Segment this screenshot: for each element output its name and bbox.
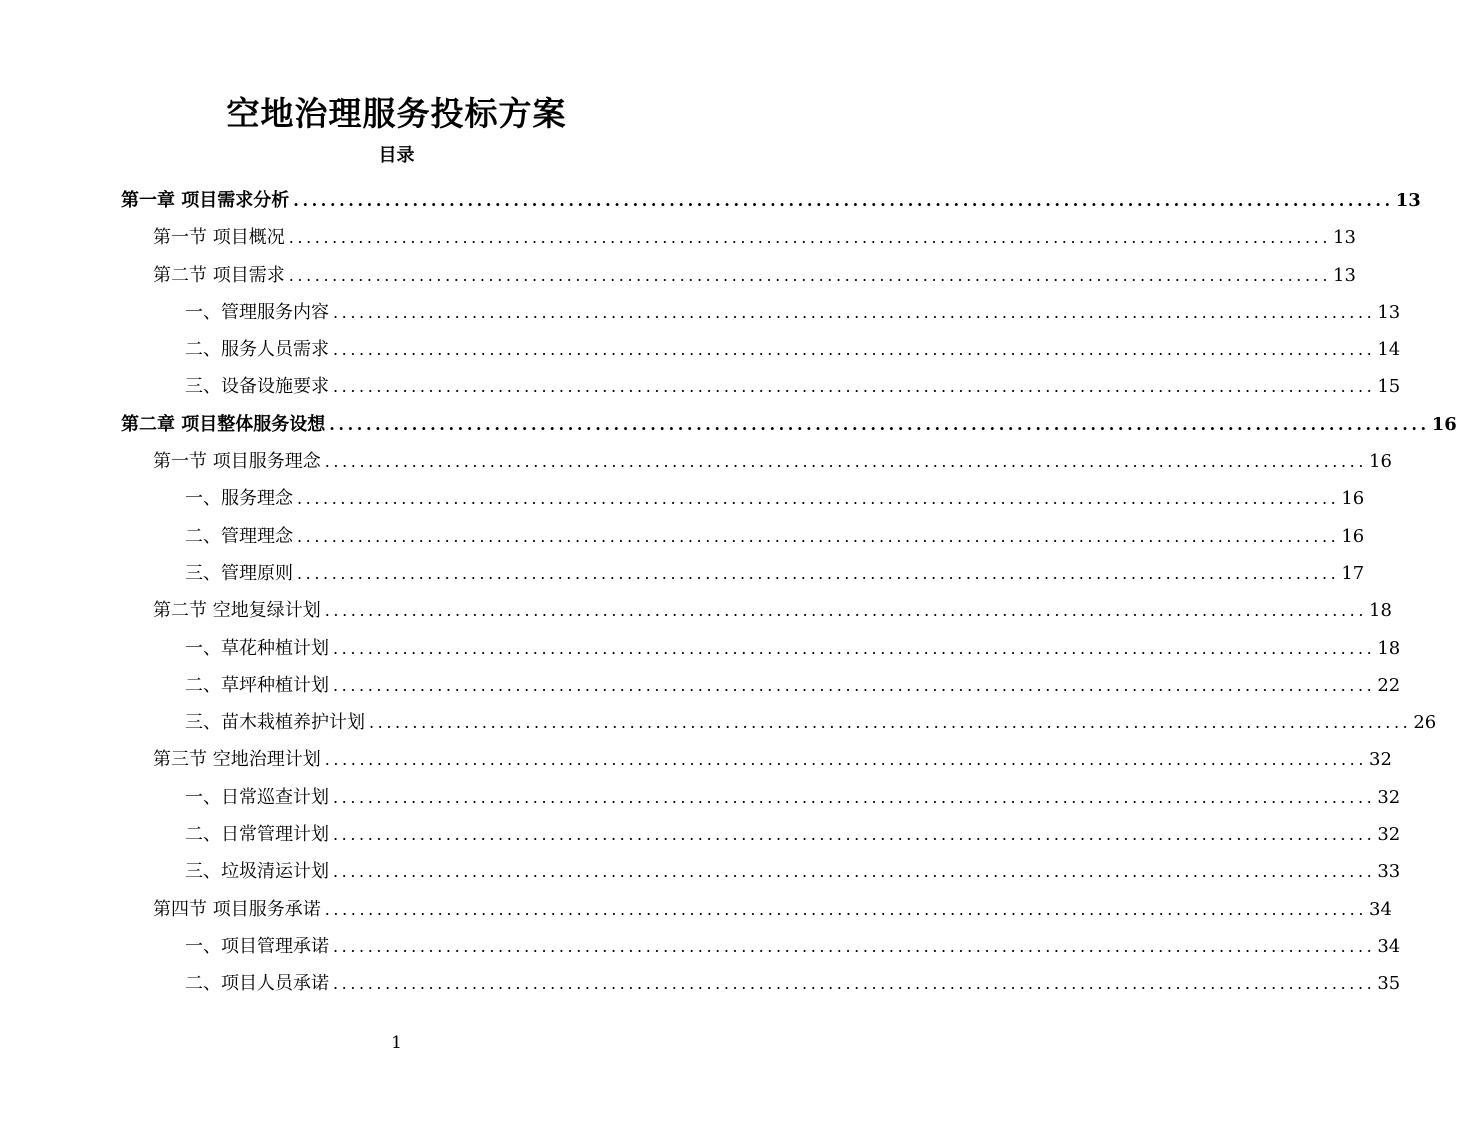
toc-dot-leader: ........................................................................................................................ (288, 228, 1332, 248)
toc-dot-leader: ........................................................................................................................ (288, 265, 1332, 285)
toc-entry[interactable] (121, 518, 1365, 555)
toc-entry-page-number: 16 (1341, 488, 1365, 510)
toc-entry-label: 第二节 空地复绿计划 (153, 600, 321, 622)
toc-entry-label: 一、项目管理承诺 (185, 935, 329, 957)
toc-entry-label: 一、服务理念 (185, 488, 293, 510)
toc-entry[interactable] (121, 816, 1401, 853)
toc-dot-leader: ........................................................................................................................ (369, 713, 1412, 733)
toc-entry[interactable] (121, 443, 1392, 480)
toc-entry-label: 三、垃圾清运计划 (185, 861, 329, 883)
toc-entry-label: 第二节 项目需求 (153, 264, 285, 286)
toc-entry[interactable] (121, 741, 1392, 778)
toc-dot-leader: ........................................................................................................................ (333, 302, 1376, 322)
toc-entry-page-number: 16 (1341, 525, 1365, 547)
toc-entry[interactable] (121, 182, 1421, 219)
toc-entry-page-number: 13 (1377, 301, 1401, 323)
toc-dot-leader: ........................................................................................................................ (297, 526, 1340, 546)
toc-entry-label: 一、日常巡查计划 (185, 786, 329, 808)
toc-entry-label: 二、项目人员承诺 (185, 973, 329, 995)
toc-entry[interactable] (121, 667, 1401, 704)
toc-entry-label: 第一节 项目概况 (153, 227, 285, 249)
toc-dot-leader: ........................................................................................................................ (333, 936, 1376, 956)
toc-entry[interactable] (121, 965, 1401, 1002)
toc-entry-label: 二、日常管理计划 (185, 824, 329, 846)
toc-entry-page-number: 18 (1369, 600, 1392, 622)
toc-entry-label: 一、管理服务内容 (185, 301, 329, 323)
toc-entry[interactable] (121, 592, 1392, 629)
toc-dot-leader: ........................................................................................................................ (329, 414, 1430, 434)
toc-entry-page-number: 13 (1395, 190, 1421, 211)
toc-entry-page-number: 34 (1369, 898, 1392, 920)
page-number: 1 (391, 1033, 402, 1053)
document-title: 空地治理服务投标方案 (226, 94, 567, 133)
toc-entry[interactable] (121, 853, 1401, 890)
toc-heading: 目录 (378, 145, 415, 166)
toc-entry-page-number: 15 (1377, 376, 1401, 398)
toc-entry-page-number: 16 (1369, 451, 1392, 473)
toc-entry[interactable] (121, 928, 1401, 965)
toc-dot-leader: ........................................................................................................................ (333, 377, 1376, 397)
toc-entry-label: 三、设备设施要求 (185, 376, 329, 398)
toc-entry-page-number: 34 (1377, 935, 1401, 957)
toc-entry[interactable] (121, 704, 1437, 741)
toc-entry[interactable] (121, 331, 1401, 368)
toc-dot-leader: ........................................................................................................................ (333, 787, 1376, 807)
toc-entry-label: 二、服务人员需求 (185, 339, 329, 361)
toc-dot-leader: ........................................................................................................................ (333, 862, 1376, 882)
toc-entry-label: 第三节 空地治理计划 (153, 749, 321, 771)
toc-entry-page-number: 17 (1341, 562, 1365, 584)
toc-entry-label: 第四节 项目服务承诺 (153, 898, 321, 920)
toc-entry[interactable] (121, 891, 1392, 928)
toc-entry-label: 第二章 项目整体服务设想 (121, 413, 326, 435)
toc-dot-leader: ........................................................................................................................ (333, 675, 1376, 695)
table-of-contents (121, 182, 1457, 1003)
toc-entry-page-number: 35 (1377, 973, 1401, 995)
toc-entry-page-number: 32 (1377, 824, 1401, 846)
toc-dot-leader: ........................................................................................................................ (324, 899, 1368, 919)
toc-entry-label: 三、苗木栽植养护计划 (185, 712, 365, 734)
toc-dot-leader: ........................................................................................................................ (324, 750, 1368, 770)
toc-entry-page-number: 26 (1413, 712, 1437, 734)
toc-entry[interactable] (121, 480, 1365, 517)
toc-dot-leader: ........................................................................................................................ (333, 974, 1376, 994)
toc-entry-label: 第一节 项目服务理念 (153, 451, 321, 473)
toc-dot-leader: ........................................................................................................................ (333, 638, 1376, 658)
toc-entry[interactable] (121, 219, 1356, 256)
toc-dot-leader: ........................................................................................................................ (297, 489, 1340, 509)
toc-entry-page-number: 22 (1377, 674, 1401, 696)
toc-entry-page-number: 18 (1377, 637, 1401, 659)
toc-entry[interactable] (121, 630, 1401, 667)
toc-entry[interactable] (121, 406, 1457, 443)
toc-entry-label: 三、管理原则 (185, 562, 293, 584)
toc-dot-leader: ........................................................................................................................ (333, 825, 1376, 845)
toc-dot-leader: ........................................................................................................................ (293, 191, 1394, 210)
toc-entry-label: 第一章 项目需求分析 (121, 190, 290, 211)
toc-entry-page-number: 32 (1369, 749, 1392, 771)
toc-entry-page-number: 13 (1333, 264, 1356, 286)
toc-entry-page-number: 33 (1377, 861, 1401, 883)
toc-entry-page-number: 32 (1377, 786, 1401, 808)
toc-entry-page-number: 14 (1377, 339, 1401, 361)
toc-entry-page-number: 13 (1333, 227, 1356, 249)
toc-dot-leader: ........................................................................................................................ (297, 563, 1340, 583)
toc-entry-label: 二、草坪种植计划 (185, 674, 329, 696)
toc-entry-label: 一、草花种植计划 (185, 637, 329, 659)
toc-entry[interactable] (121, 779, 1401, 816)
toc-entry[interactable] (121, 257, 1356, 294)
toc-entry[interactable] (121, 294, 1401, 331)
toc-dot-leader: ........................................................................................................................ (324, 601, 1368, 621)
toc-dot-leader: ........................................................................................................................ (333, 340, 1376, 360)
toc-entry-label: 二、管理理念 (185, 525, 293, 547)
toc-entry[interactable] (121, 555, 1365, 592)
toc-entry-page-number: 16 (1431, 413, 1457, 435)
toc-entry[interactable] (121, 368, 1401, 405)
toc-dot-leader: ........................................................................................................................ (324, 452, 1368, 472)
